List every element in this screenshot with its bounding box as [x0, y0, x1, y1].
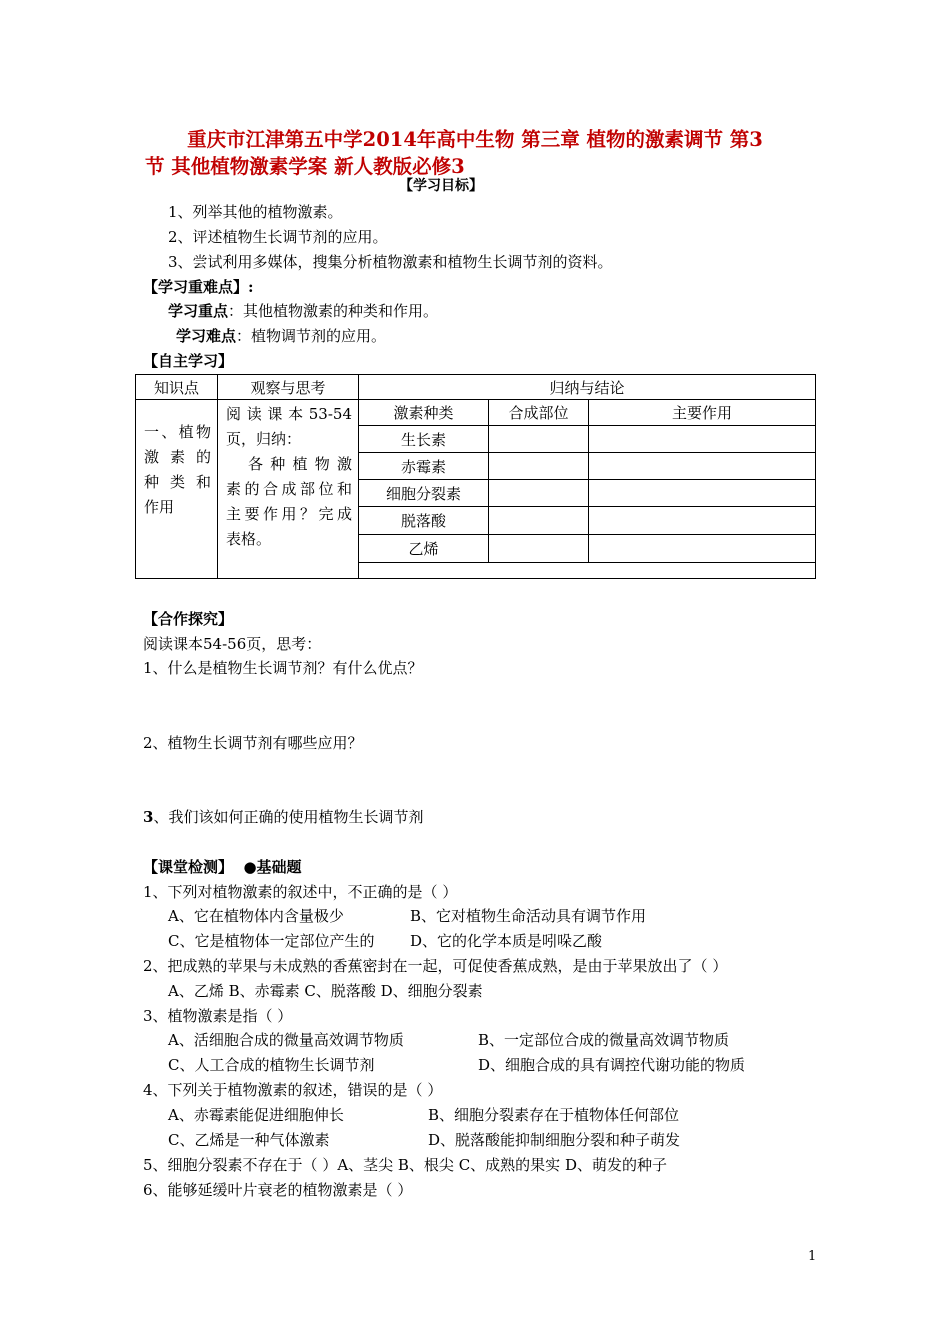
option-b: B、细胞分裂素存在于植物体任何部位 [428, 1106, 680, 1124]
observe-line: 主要作用？完成 [226, 505, 352, 523]
header-synthesis-site: 合成部位 [489, 400, 589, 426]
question-3-text: 、我们该如何正确的使用植物生长调节剂 [153, 808, 424, 826]
option-b: B、一定部位合成的微量高效调节物质 [478, 1031, 730, 1049]
objective-item: 3、尝试利用多媒体，搜集分析植物激素和植物生长调节剂的资料。 [168, 253, 613, 271]
observe-line: 页，归纳： [226, 430, 302, 448]
objective-item: 2、评述植物生长调节剂的应用。 [168, 228, 388, 246]
options-line: A、乙烯 B、赤霉素 C、脱落酸 D、细胞分裂素 [168, 982, 483, 1000]
hormone-name: 乙烯 [359, 535, 489, 563]
hormone-table [358, 399, 816, 563]
header-observe: 观察与思考 [218, 375, 359, 400]
focus-line [168, 301, 438, 321]
test-question: 6、能够延缓叶片衰老的植物激素是（ ） [143, 1181, 413, 1199]
question-3-number: 3 [143, 808, 154, 826]
option-c: C、人工合成的植物生长调节剂 [168, 1056, 375, 1074]
hormone-name: 脱落酸 [359, 507, 489, 535]
synthesis-site-cell [489, 535, 589, 563]
difficulty-line [176, 326, 386, 346]
synthesis-site-cell [489, 426, 589, 453]
cooperative-intro: 阅读课本54-56页，思考： [143, 635, 322, 653]
observe-line: 各种植物激 [248, 455, 352, 473]
main-function-cell [589, 507, 816, 535]
knowledge-line: 种类和 [144, 473, 211, 491]
observe-line: 表格。 [226, 530, 272, 548]
option-a: A、活细胞合成的微量高效调节物质 [168, 1031, 404, 1049]
classroom-test-heading [143, 857, 302, 877]
main-function-cell [589, 480, 816, 507]
knowledge-line: 作用 [144, 498, 175, 516]
document-title-line2: 节 其他植物激素学案 新人教版必修3 [145, 155, 465, 178]
page-number: 1 [808, 1249, 817, 1264]
question-3 [143, 807, 423, 827]
synthesis-site-cell [489, 453, 589, 480]
knowledge-line: 激素的 [144, 448, 211, 466]
observe-line: 阅读课本53-54 [226, 405, 352, 423]
synthesis-site-cell [489, 507, 589, 535]
option-c: C、它是植物体一定部位产生的 [168, 932, 375, 950]
question-2: 2、植物生长调节剂有哪些应用？ [143, 734, 363, 752]
option-b: B、它对植物生命活动具有调节作用 [410, 907, 647, 925]
header-hormone-type: 激素种类 [359, 400, 489, 426]
hormone-name: 赤霉素 [359, 453, 489, 480]
key-points-heading: 【学习重难点】: [143, 278, 254, 296]
test-question: 1、下列对植物激素的叙述中，不正确的是（ ） [143, 883, 458, 901]
main-function-cell [589, 535, 816, 563]
header-conclusion: 归纳与结论 [359, 375, 816, 400]
basic-questions-label: ●基础题 [243, 858, 302, 876]
knowledge-cell [136, 400, 218, 579]
focus-label: 学习重点 [168, 302, 229, 320]
synthesis-site-cell [489, 480, 589, 507]
self-study-heading: 【自主学习】 [143, 352, 234, 370]
option-c: C、乙烯是一种气体激素 [168, 1131, 330, 1149]
option-d: D、它的化学本质是吲哚乙酸 [410, 932, 603, 950]
option-a: A、赤霉素能促进细胞伸长 [168, 1106, 344, 1124]
header-main-function: 主要作用 [589, 400, 816, 426]
difficulty-label: 学习难点 [176, 327, 237, 345]
option-d: D、细胞合成的具有调控代谢功能的物质 [478, 1056, 746, 1074]
classroom-test-label: 【课堂检测】 [143, 858, 234, 876]
test-question: 5、细胞分裂素不存在于（ ）A、茎尖 B、根尖 C、成熟的果实 D、萌发的种子 [143, 1156, 667, 1174]
document-title-line1: 重庆市江津第五中学2014年高中生物 第三章 植物的激素调节 第3 [187, 128, 763, 151]
header-knowledge: 知识点 [136, 375, 218, 400]
focus-text: ：其他植物激素的种类和作用。 [228, 302, 439, 320]
option-d: D、脱落酸能抑制细胞分裂和种子萌发 [428, 1131, 681, 1149]
objective-item: 1、列举其他的植物激素。 [168, 203, 343, 221]
hormone-name: 细胞分裂素 [359, 480, 489, 507]
test-question: 3、植物激素是指（ ） [143, 1007, 293, 1025]
observe-cell [218, 400, 359, 579]
objectives-heading: 【学习目标】 [399, 178, 483, 194]
difficulty-text: ：植物调节剂的应用。 [236, 327, 387, 345]
hormone-name: 生长素 [359, 426, 489, 453]
main-function-cell [589, 453, 816, 480]
test-question: 4、下列关于植物激素的叙述，错误的是（ ） [143, 1081, 443, 1099]
knowledge-line: 一、植物 [144, 423, 211, 441]
question-1: 1、什么是植物生长调节剂？有什么优点？ [143, 659, 423, 677]
main-function-cell [589, 426, 816, 453]
option-a: A、它在植物体内含量极少 [168, 907, 344, 925]
cooperative-heading: 【合作探究】 [143, 610, 234, 628]
observe-line: 素的合成部位和 [226, 480, 352, 498]
test-question: 2、把成熟的苹果与未成熟的香蕉密封在一起，可促使香蕉成熟，是由于苹果放出了（ ） [143, 957, 728, 975]
